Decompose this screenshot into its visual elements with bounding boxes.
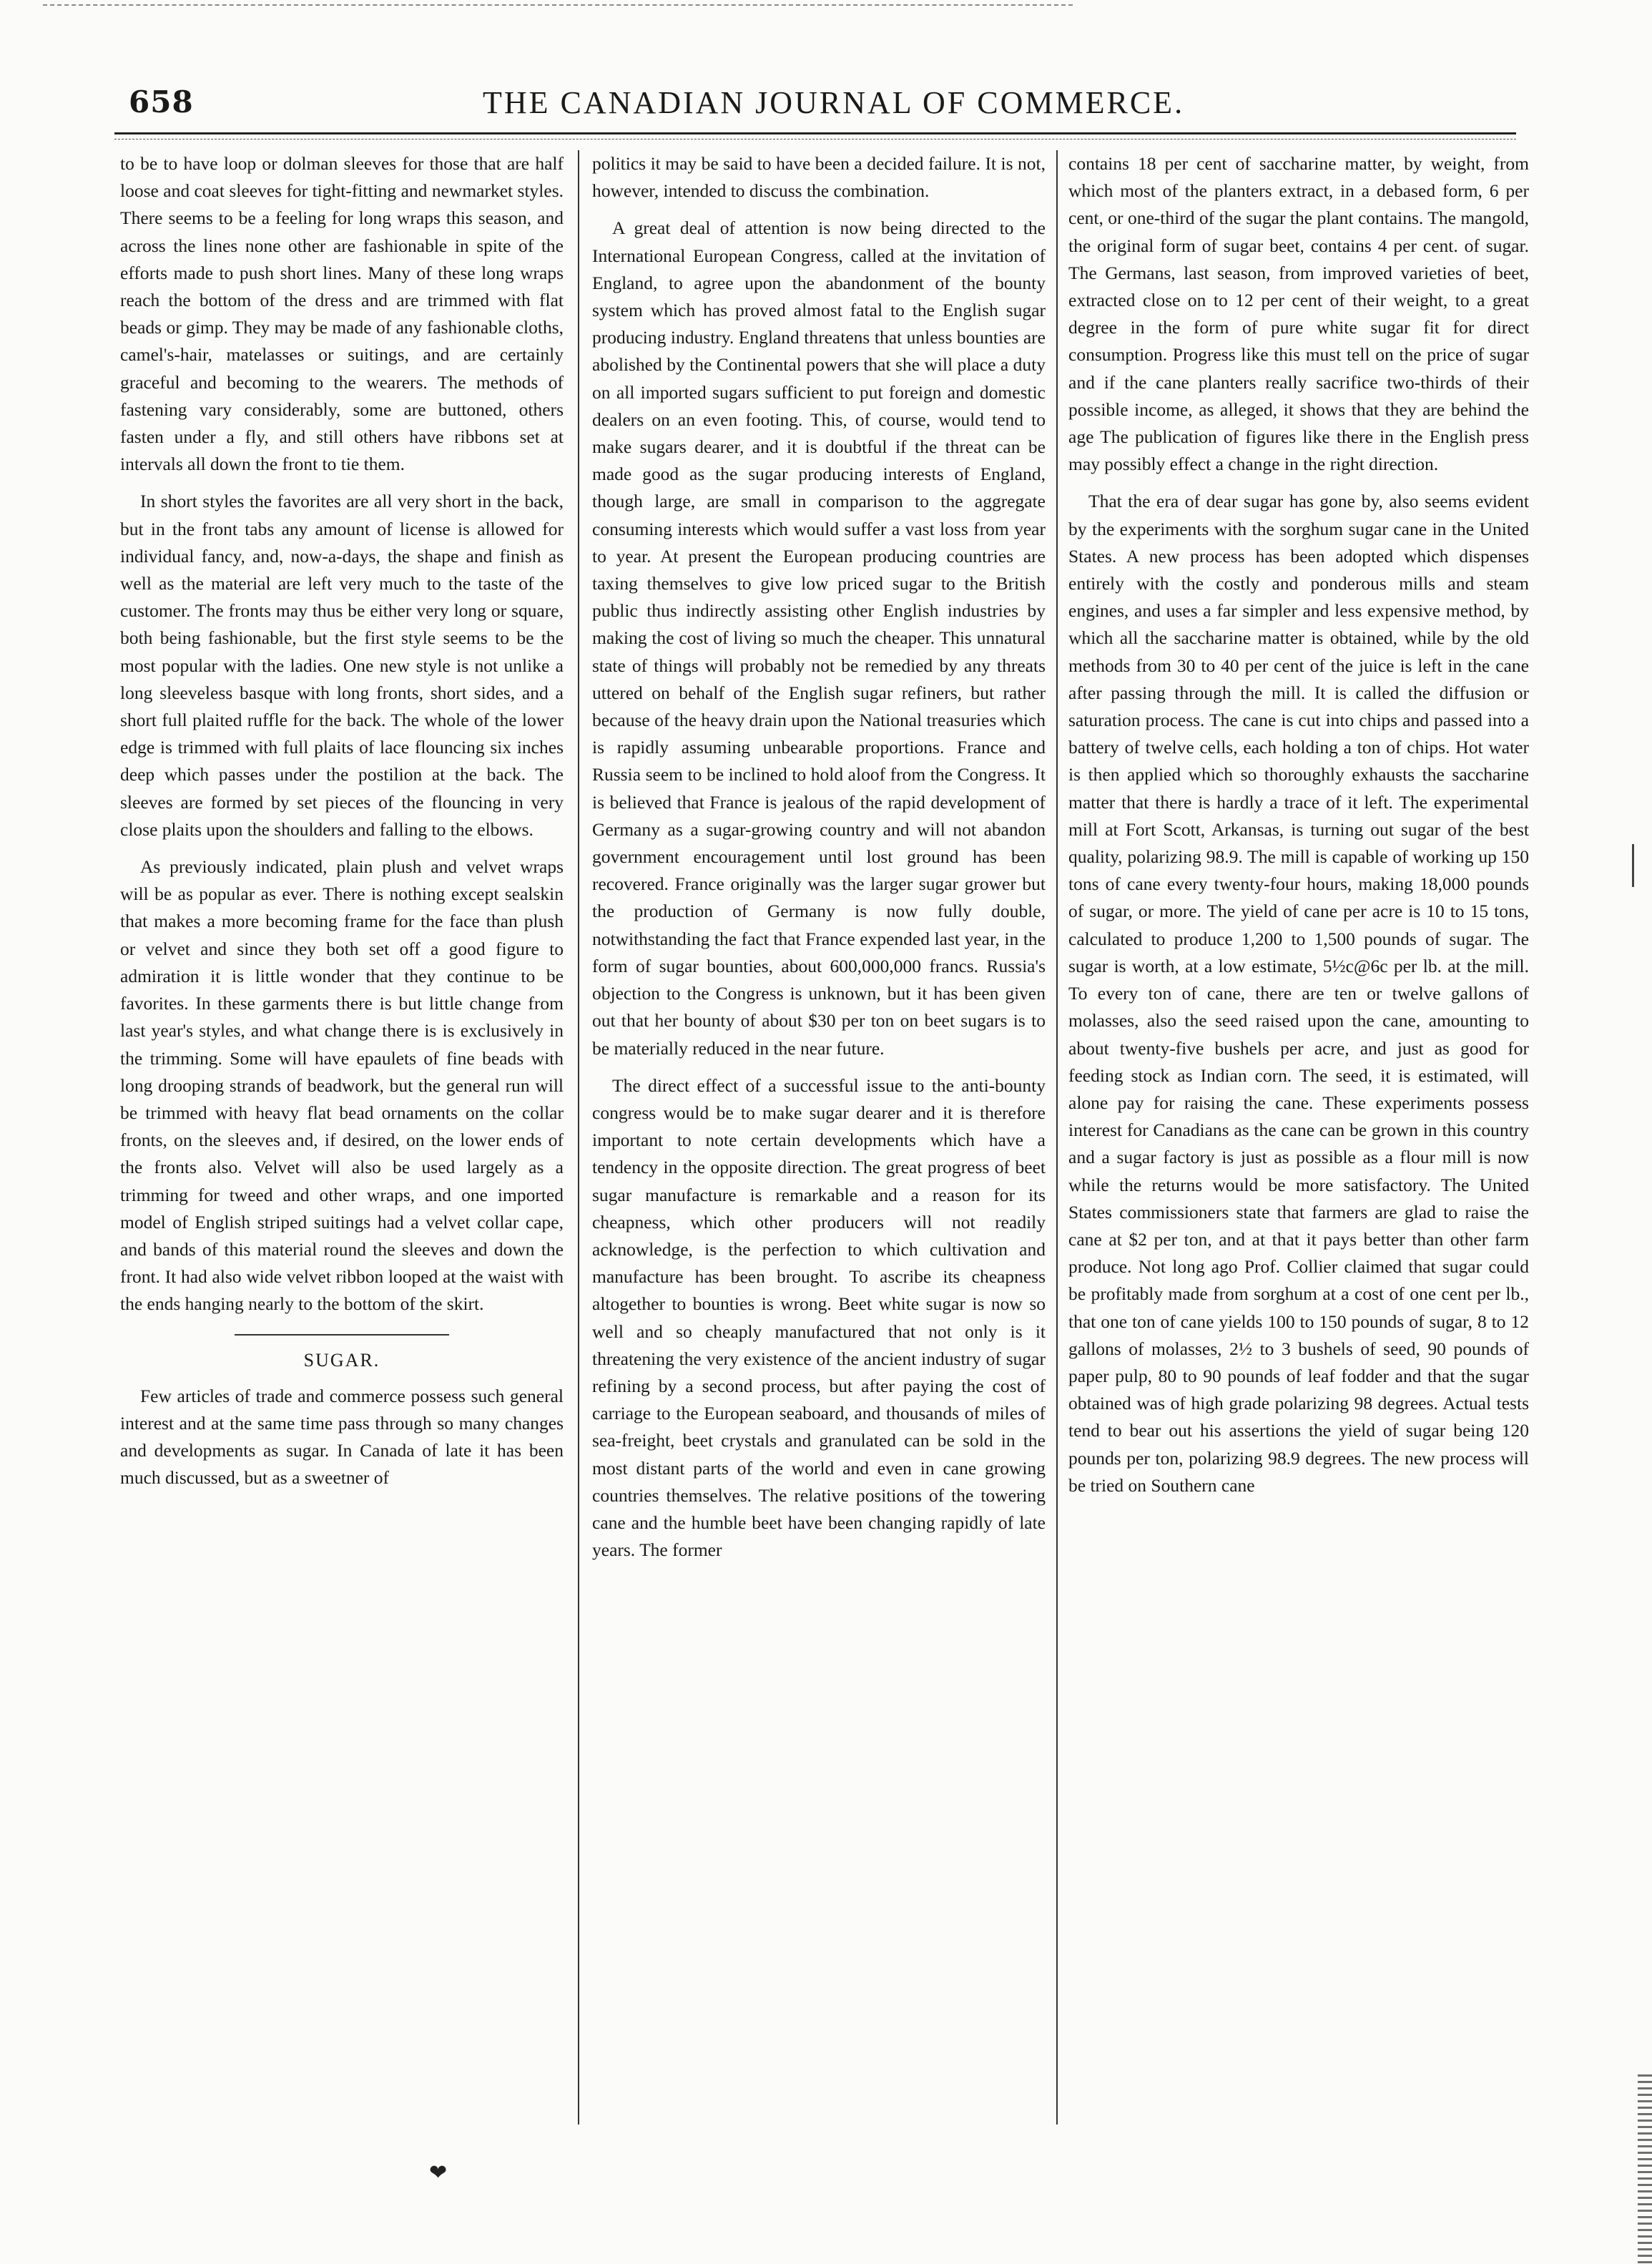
paragraph: contains 18 per cent of saccharine matter, by weight, from which most of the planters extract, in a debased form, 6 per cent, or one-third of the sugar the plant contains. The mangold, the original form of sugar beet, contains 4 per cent. of sugar. The Germans, last season, from improved varieties of beet, extracted close on to 12 per cent of their weight, to a great degree in the form of pure white sugar fit for direct consumption. Progress like this must tell on the price of sugar and if the cane planters really sacrifice two-thirds of their possible income, as alleged, it shows that they are behind the age The publication of figures like there in the English press may possibly effect a change in the right direction. [1068,153,1529,475]
section-rule [235,1334,449,1336]
torn-edge [1638,2074,1652,2264]
column-divider [1056,150,1058,2125]
paragraph: A great deal of attention is now being directed to the International European Congress, called at the invitation of England, to agree upon the abandonment of the bounty system which has proved almost fatal to the English sugar producing industry. England threatens that unless bounties are abolished by the Continental powers that she will place a duty on all imported sugars sufficient to put foreign and domestic dealers on an even footing. This, of course, would tend to make sugars dearer, and it is doubtful if the threat can be made good as the sugar producing interests of England, though large, are small in comparison to the aggregate consuming interests which would suffer a vast loss from year to year. At present the European producing countries are taxing themselves to give low priced sugar to the British public thus indirectly assisting other English industries by making the cost of living so much the cheaper. This unnatural state of things will probably not be remedied by any threats uttered on behalf of the English sugar refiners, but rather because of the heavy drain upon the National treasuries which is rapidly assuming unbearable proportions. France and Russia seem to be inclined to hold aloof from the Congress. It is believed that France is jealous of the rapid development of Germany as a sugar-growing country and will not abandon government encouragement until lost ground has been recovered. France originally was the larger sugar grower but the production of Germany is now fully double, notwithstanding the fact that France expended last year, in the form of sugar bounties, about 600,000,000 francs. Russia's objection to the Congress is unknown, but it has been given out that her bounty of about $30 per ton on beet sugars is to be materially reduced in the near future. [592,217,1046,1059]
column-1 [120,150,564,1502]
page-header [0,84,1652,127]
paragraph: As previously indicated, plain plush and velvet wraps will be as popular as ever. There is nothing except sealskin that makes a more becoming frame for the face than plush or velvet and since they both set off a good figure to admiration it is little wonder that they continue to be favorites. In these garments there is but little change from last year's styles, and what change there is is exclusively in the trimming. Some will have epaulets of fine beads with long drooping strands of beadwork, but the general run will be trimmed with heavy flat bead ornaments on the collar fronts, on the sleeves and, if desired, on the lower ends of the fronts also. Velvet will also be used largely as a trimming for tweed and other wraps, and one imported model of English striped suitings had a velvet collar cape, and bands of this material round the sleeves and down the front. It had also wide velvet ribbon looped at the waist with the ends hanging nearly to the bottom of the skirt. [120,856,564,1315]
section-title-sugar: SUGAR. [303,1349,380,1371]
journal-title: THE CANADIAN JOURNAL OF COMMERCE. [483,85,1185,120]
paragraph: Few articles of trade and commerce possess such general interest and at the same time pass through so many changes and developments as sugar. In Canada of late it has been much discussed, but as a sweetner of [120,1385,564,1489]
column-2 [592,150,1046,1574]
heart-ornament-icon: ❤ [429,2160,448,2185]
paragraph: In short styles the favorites are all very short in the back, but in the front tabs any amount of license is allowed for individual fancy, and, now-a-days, the shape and finish as well as the material are left very much to the taste of the customer. The fronts may thus be either very long or square, both being fashionable, but the first style seems to be the most popular with the ladies. One new style is not unlike a long sleeveless basque with long fronts, short sides, and a short full plaited ruffle for the back. The whole of the lower edge is trimmed with full plaits of lace flouncing six inches deep which passes under the postilion at the back. The sleeves are formed by set pieces of the flouncing in very close plaits upon the shoulders and falling to the elbows. [120,491,564,840]
margin-mark [1632,844,1643,887]
column-divider [578,150,579,2125]
page-number: 658 [129,84,194,119]
paragraph: The direct effect of a successful issue to the anti-bounty congress would be to make sugar dearer and it is therefore important to note certain developments which have a tendency in the opposite direction. The great progress of beet sugar manufacture is remarkable and a reason for its cheapness, which other producers will not readily acknowledge, is the perfection to which cultivation and manufacture has been brought. To ascribe its cheapness altogether to bounties is wrong. Beet white sugar is now so well and so cheaply manufactured that not only is it threatening the very existence of the ancient industry of sugar refining by a second process, but after paying the cost of carriage to the European seaboard, and thousands of miles of sea-freight, beet crystals and granulated can be sold in the most distant parts of the world and even in cane growing countries themselves. The relative positions of the towering cane and the humble beet have been changing rapidly of late years. The former [592,1074,1046,1561]
top-edge-rule [43,0,1073,6]
column-3 [1068,150,1529,1509]
paragraph: to be to have loop or dolman sleeves for those that are half loose and coat sleeves for tight-fitting and newmarket styles. There seems to be a feeling for long wraps this season, and across the lines none other are fashionable in spite of the efforts made to push short lines. Many of these long wraps reach the bottom of the dress and are trimmed with flat beads or gimp. They may be made of any fashionable cloths, camel's-hair, matelasses or suitings, and are certainly graceful and becoming to the wearers. The methods of fastening vary considerably, some are buttoned, others fasten under a fly, and still others have ribbons set at intervals all down the front to tie them. [120,153,564,475]
paragraph: politics it may be said to have been a decided failure. It is not, however, intended to discuss the combination. [592,153,1046,202]
paragraph: That the era of dear sugar has gone by, also seems evident by the experiments with the sorghum sugar cane in the United States. A new process has been adopted which dispenses entirely with the costly and ponderous mills and steam engines, and uses a far simpler and less expensive method, by which all the saccharine matter is obtained, while by the old methods from 30 to 40 per cent of the juice is left in the cane after passing through the mill. It is called the diffusion or saturation process. The cane is cut into chips and passed into a battery of twelve cells, each holding a ton of chips. Hot water is then applied which so thoroughly exhausts the saccharine matter that there is hardly a trace of it left. The experimental mill at Fort Scott, Arkansas, is turning out sugar of the best quality, polarizing 98.9. The mill is capable of working up 150 tons of cane every twenty-four hours, making 18,000 pounds of sugar, or more. The yield of cane per acre is 10 to 15 tons, calculated to produce 1,200 to 1,500 pounds of sugar. The sugar is worth, at a low estimate, 5½c@6c per lb. at the mill. To every ton of cane, there are ten or twelve gallons of molasses, also the seed raised upon the cane, amounting to about twenty-five bushels per acre, and just as good for feeding stock as Indian corn. The seed, it is estimated, will alone pay for raising the cane. These experiments possess interest for Canadians as the cane can be grown in this country and a sugar factory is just as possible as a flour mill is now while the returns would be more satisfactory. The United States commissioners state that farmers are glad to raise the cane at $2 per ton, and at that it pays better than other farm produce. Not long ago Prof. Collier claimed that sugar could be profitably made from sorghum at a cost of one cent per lb., that one ton of cane yields 100 to 150 pounds of sugar, 8 to 12 gallons of molasses, 2½ to 3 bushels of seed, 90 pounds of paper pulp, 80 to 90 pounds of leaf fodder and that the sugar obtained was of high grade polarizing 98 degrees. Actual tests tend to bear out his assertions the yield of sugar being 120 pounds per ton, polarizing 98.9 degrees. The new process will be tried on Southern cane [1068,491,1529,1496]
header-rule [114,132,1516,134]
